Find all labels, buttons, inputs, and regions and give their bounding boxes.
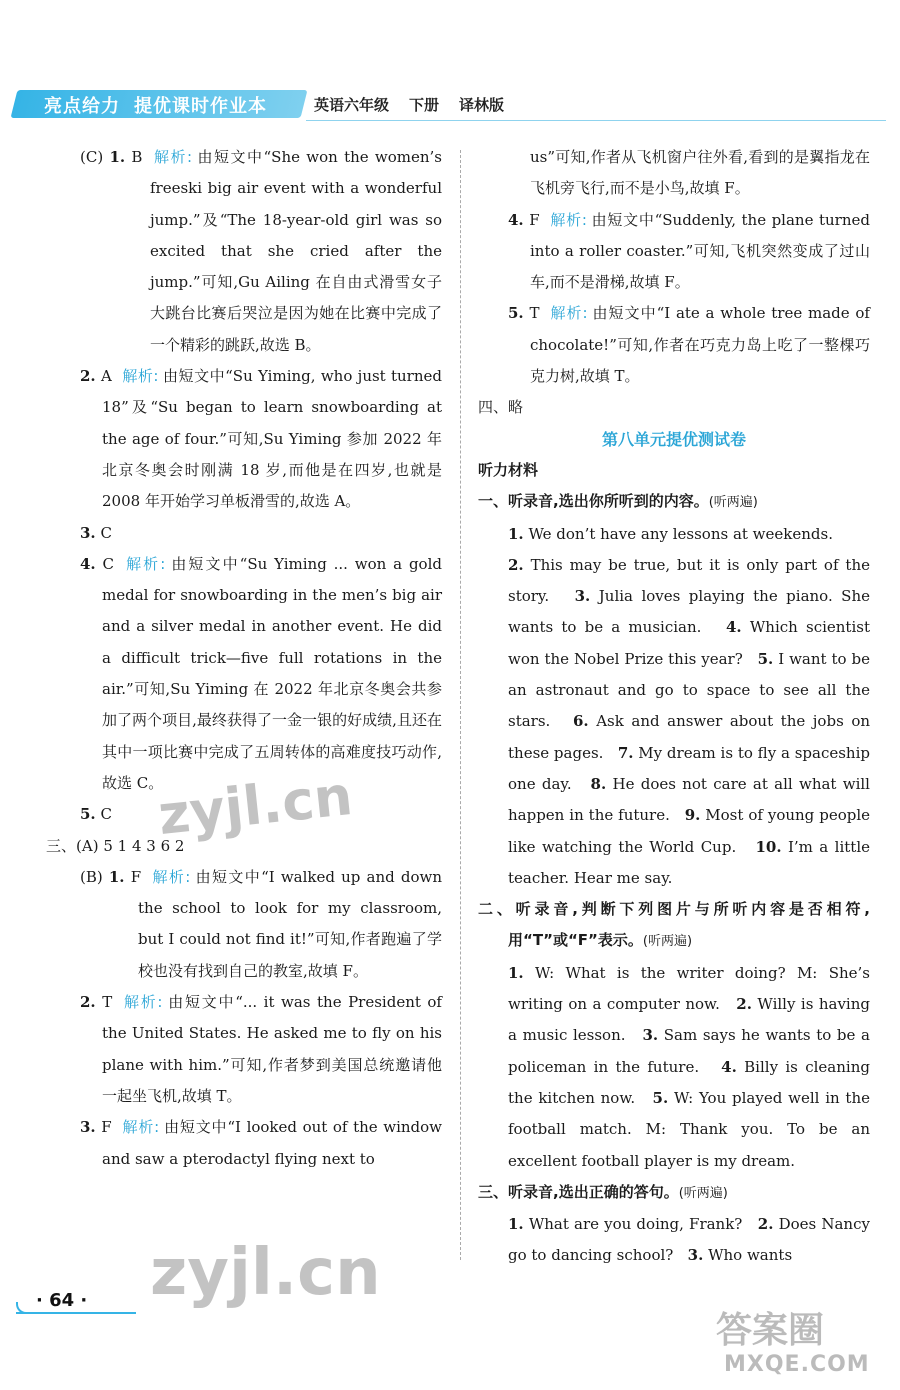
listening-q2-heading: 二、听录音,判断下列图片与所听内容是否相符,用“T”或“F”表示。(听两遍) — [478, 900, 870, 950]
listening-q1-heading: 一、听录音,选出你所听到的内容。(听两遍) — [478, 492, 758, 511]
watermark-zyjl-bottom: zyjl.cn — [150, 1236, 381, 1310]
right-column — [478, 142, 870, 1272]
header-book-info — [314, 94, 524, 115]
brand-name: 亮点给力 — [44, 96, 120, 117]
watermark-daanquan: 答案圈 — [716, 1310, 825, 1351]
answer-c5: 5. C — [80, 805, 112, 824]
section-four: 四、略 — [478, 398, 524, 417]
answer-b3-continued: us”可知,作者从飞机窗户往外看,看到的是翼指龙在飞机旁飞行,而不是小鸟,故填 F。 — [530, 148, 870, 198]
answer-c2: 2. A 解析: 由短文中“Su Yiming, who just turned 18”及“Su began to learn snowboarding at the age of four.”可知,Su Yiming 参加 2022 年北京冬奥会时刚满 18 岁,而他是在四岁,也就是 2008 年开始学习单板滑雪的,故选 A。 — [80, 367, 442, 511]
answer-b3: 3. F 解析: 由短文中“I looked out of the window and saw a pterodactyl flying next to — [80, 1118, 443, 1168]
page-number — [16, 1288, 136, 1318]
page-header — [14, 84, 886, 128]
volume-label: 下册 — [409, 96, 440, 114]
left-column — [46, 142, 443, 1175]
watermark-mxqe: MXQE.COM — [724, 1352, 870, 1377]
column-divider — [460, 150, 461, 1260]
answer-c4: 4. C 解析: 由短文中“Su Yiming ... won a gold medal for snowboarding in the men’s big air and a silver medal in another event. He did a difficult trick—five full rotations in the air.”可知,Su Yiming 在 2022 年北京冬奥会共参加了两个项目,最终获得了一金一银的好成绩,且还在其中一项比赛中完成了五周转体的高难度技巧动作,故选 C。 — [80, 554, 442, 792]
edition-label: 译林版 — [459, 96, 505, 114]
answer-b4: 4. F 解析: 由短文中“Suddenly, the plane turned into a roller coaster.”可知,飞机突然变成了过山车,而不是滑梯,故填 F。 — [508, 210, 870, 292]
answer-c3: 3. C — [80, 523, 112, 542]
series-name: 提优课时作业本 — [134, 96, 267, 117]
answer-b2: 2. T 解析: 由短文中“... it was the President of the United States. He asked me to fly on his plane with him.”可知,作者梦到美国总统邀请他一起坐飞机,故填 T。 — [80, 993, 442, 1105]
listening-materials-title: 听力材料 — [478, 460, 539, 479]
answer-c1: (C) 1. B 解析: 由短文中“She won the women’s freeski big air event with a wonderful jump.”及“The 18-year-old girl was so excited that she cried after the jump.”可知,Gu Ailing 在自由式滑雪女子大跳台比赛后哭泣是因为她在比赛中完成了一个精彩的跳跃,故选 B。 — [80, 148, 442, 354]
subject-label: 英语六年级 — [314, 96, 390, 114]
page-number-text: · 64 · — [36, 1290, 88, 1311]
listening-q2-items: 1. W: What is the writer doing? M: She’s writing on a computer now. 2. Willy is having a music lesson. 3. Sam says he wants to be a policeman in the future. 4. Billy is cleaning the kitchen now. 5. W: You played well in the football match. M: Thank you. To be an excellent football player is my dream. — [508, 963, 870, 1170]
header-brand — [44, 92, 281, 118]
answer-b5: 5. T 解析: 由短文中“I ate a whole tree made of chocolate!”可知,作者在巧克力岛上吃了一整棵巧克力树,故填 T。 — [508, 304, 870, 386]
section-three-a: 三、(A) 5 1 4 3 6 2 — [46, 836, 185, 855]
listening-q3-heading: 三、听录音,选出正确的答句。(听两遍) — [478, 1182, 728, 1201]
listening-q1-items: 1. We don’t have any lessons at weekends. 2. This may be true, but it is only part of the story. 3. Julia loves playing the piano. She wants to be a musician. 4. Which scientist won the Nobel Prize this year? 5. I want to be an astronaut and go to space to see all the stars. 6. Ask and answer about the jobs on these pages. 7. My dream is to fly a spaceship one day. 8. He does not care at all what will happen in the future. 9. Most of young people like watching the World Cup. 10. I’m a little teacher. Hear me say. — [508, 524, 871, 887]
watermark-zyjl: zyjl.cn — [155, 764, 356, 847]
answer-b1: (B) 1. F 解析: 由短文中“I walked up and down the school to look for my classroom, but I could not find it!”可知,作者跑遍了学校也没有找到自己的教室,故填 F。 — [80, 867, 442, 980]
header-rule — [306, 120, 886, 121]
unit-test-title: 第八单元提优测试卷 — [601, 429, 746, 449]
listening-q3-items: 1. What are you doing, Frank? 2. Does Nancy go to dancing school? 3. Who wants — [508, 1215, 870, 1265]
page-number-rule — [16, 1312, 136, 1314]
